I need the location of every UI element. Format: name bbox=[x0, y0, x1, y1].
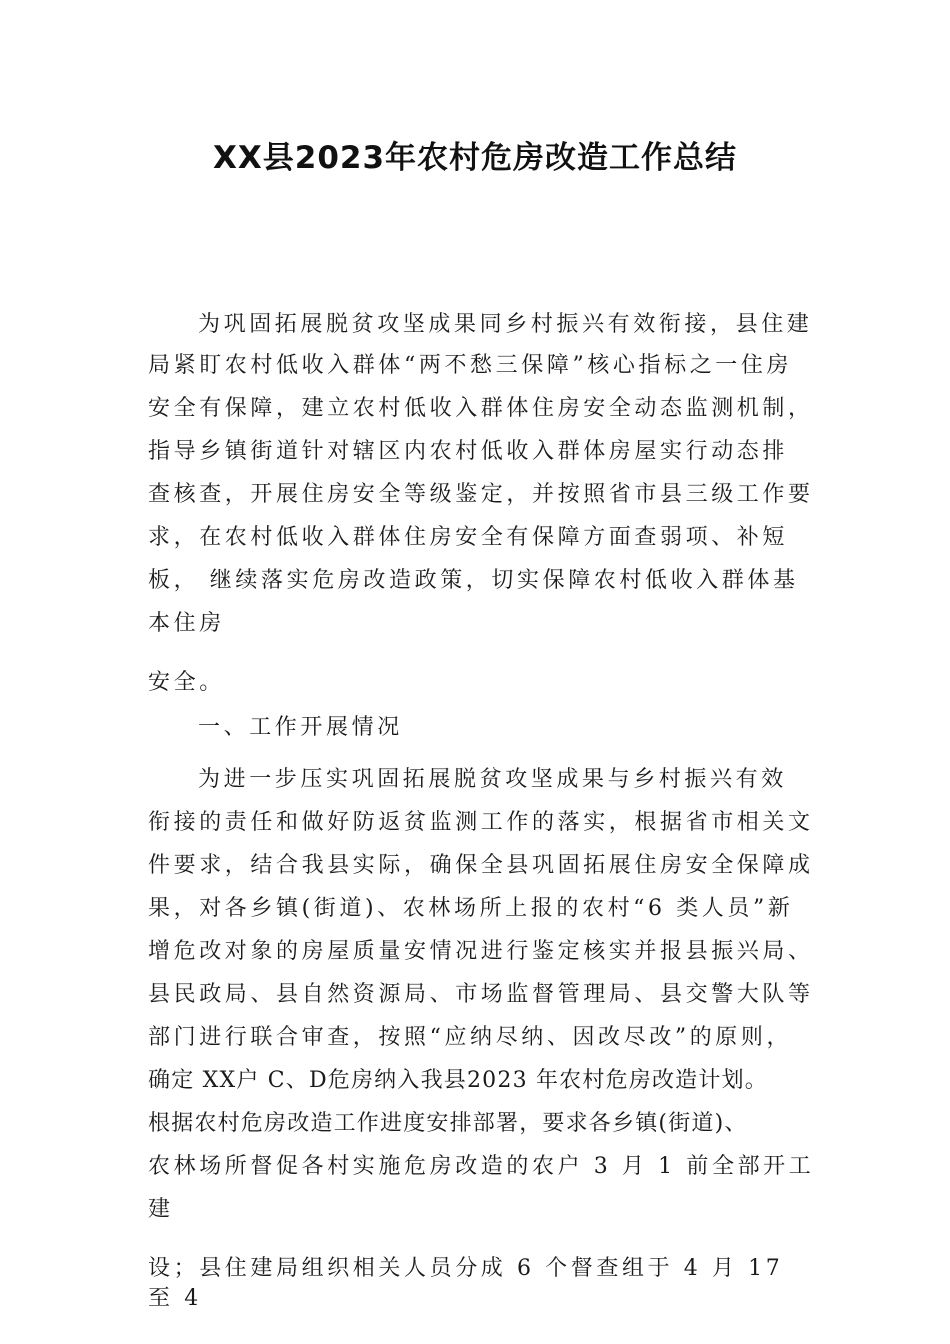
paragraph-line: 果，对各乡镇(街道)、农林场所上报的农村“6 类人员”新 bbox=[148, 896, 794, 921]
paragraph-line: 安全。 bbox=[148, 670, 225, 695]
paragraph-line: 建 bbox=[148, 1197, 174, 1222]
paragraph-line: 县民政局、县自然资源局、市场监督管理局、县交警大队等 bbox=[148, 982, 814, 1007]
section-heading: 一、工作开展情况 bbox=[198, 715, 403, 740]
paragraph-line: 件要求，结合我县实际，确保全县巩固拓展住房安全保障成 bbox=[148, 853, 814, 878]
paragraph-line: 部门进行联合审查，按照“应纳尽纳、因改尽改”的原则， bbox=[148, 1025, 793, 1050]
paragraph-line: 局紧盯农村低收入群体“两不愁三保障”核心指标之一住房 bbox=[148, 353, 793, 378]
paragraph-line: 衔接的责任和做好防返贫监测工作的落实，根据省市相关文 bbox=[148, 810, 814, 835]
paragraph-line: 增危改对象的房屋质量安情况进行鉴定核实并报县振兴局、 bbox=[148, 939, 814, 964]
paragraph-line: 为进一步压实巩固拓展脱贫攻坚成果与乡村振兴有效 bbox=[198, 767, 787, 792]
paragraph-line: 设；县住建局组织相关人员分成 6 个督查组于 4 月 17 bbox=[148, 1256, 784, 1281]
paragraph-line: 指导乡镇街道针对辖区内农村低收入群体房屋实行动态排 bbox=[148, 439, 789, 464]
paragraph-line: 为巩固拓展脱贫攻坚成果同乡村振兴有效衔接，县住建 bbox=[198, 312, 813, 337]
paragraph-line: 安全有保障，建立农村低收入群体住房安全动态监测机制， bbox=[148, 396, 814, 421]
document-title: XX县2023年农村危房改造工作总结 bbox=[212, 140, 738, 176]
paragraph-line: 根据农村危房改造工作进度安排部署，要求各乡镇(街道)、 bbox=[148, 1111, 748, 1136]
paragraph-line: 查核查，开展住房安全等级鉴定，并按照省市县三级工作要 bbox=[148, 482, 814, 507]
paragraph-line: 本住房 bbox=[148, 611, 225, 636]
paragraph-line: 农林场所督促各村实施危房改造的农户 3 月 1 前全部开工 bbox=[148, 1154, 815, 1179]
paragraph-line: 至 4 bbox=[148, 1286, 202, 1311]
paragraph-line: 板， 继续落实危房改造政策，切实保障农村低收入群体基 bbox=[148, 568, 799, 593]
paragraph-line: 求，在农村低收入群体住房安全有保障方面查弱项、补短 bbox=[148, 525, 789, 550]
paragraph-line: 确定 XX户 C、D危房纳入我县2023 年农村危房改造计划。 bbox=[148, 1068, 768, 1093]
